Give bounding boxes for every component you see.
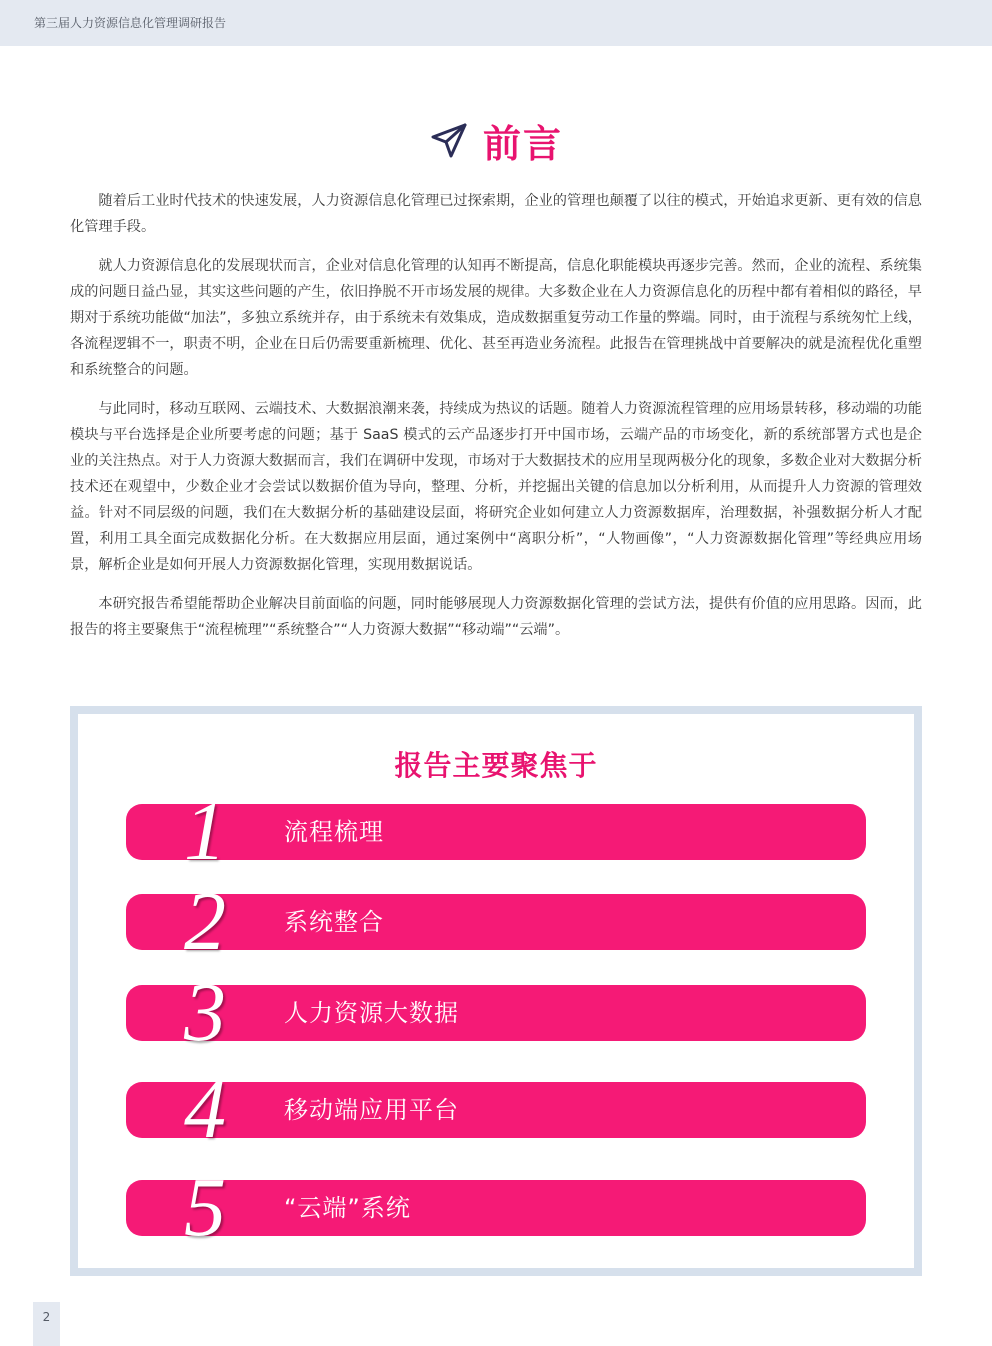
focus-item-number: 4 — [184, 1063, 226, 1156]
paragraph: 本研究报告希望能帮助企业解决目前面临的问题，同时能够展现人力资源数据化管理的尝试方法，提供有价值的应用思路。因而，此报告的将主要聚焦于“流程梳理”“系统整合”“人力资源大数据”“移动端”“云端”。 — [70, 596, 922, 638]
paper-plane-icon — [429, 120, 469, 160]
focus-title: 报告主要聚焦于 — [394, 749, 598, 782]
focus-item-label: 人力资源大数据 — [284, 999, 459, 1027]
paragraph: 随着后工业时代技术的快速发展，人力资源信息化管理已过探索期，企业的管理也颠覆了以往的模式，开始追求更新、更有效的信息化管理手段。 — [70, 193, 922, 235]
page-number: 2 — [42, 1310, 51, 1324]
page-number-tab — [33, 1302, 60, 1346]
focus-item — [126, 875, 866, 968]
paragraph: 与此同时，移动互联网、云端技术、大数据浪潮来袭，持续成为热议的话题。随着人力资源流程管理的应用场景转移，移动端的功能模块与平台选择是企业所要考虑的问题；基于 SaaS 模式的云产品逐步打开中国市场，云端产品的市场变化，新的系统部署方式也是企业的关注热点。对于人力资源大数据而言，我们在调研中发现，市场对于大数据技术的应用呈现两极分化的现象，多数企业对大数据分析技术还在观望中，少数企业才会尝试以数据价值为导向，整理、分析，并挖掘出关键的信息加以分析利用，从而提升人力资源的管理效益。针对不同层级的问题，我们在大数据分析的基础建设层面，将研究企业如何建立人力资源数据库，治理数据，补强数据分析人才配置，利用工具全面完成数据化分析。在大数据应用层面，通过案例中“离职分析”，“人物画像”，“人力资源数据化管理”等经典应用场景，解析企业是如何开展人力资源数据化管理，实现用数据说话。 — [70, 401, 922, 573]
focus-item — [126, 785, 866, 878]
focus-item-label: 系统整合 — [284, 908, 384, 936]
paragraph: 就人力资源信息化的发展现状而言，企业对信息化管理的认知再不断提高，信息化职能模块再逐步完善。然而，企业的流程、系统集成的问题日益凸显，其实这些问题的产生，依旧挣脱不开市场发展的规律。大多数企业在人力资源信息化的历程中都有着相似的路径，早期对于系统功能做“加法”，多独立系统并存，由于系统未有效集成，造成数据重复劳动工作量的弊端。同时，由于流程与系统匆忙上线，各流程逻辑不一，职责不明，企业在日后仍需要重新梳理、优化、甚至再造业务流程。此报告在管理挑战中首要解决的就是流程优化重塑和系统整合的问题。 — [70, 258, 922, 378]
focus-item-label: 移动端应用平台 — [284, 1096, 459, 1124]
page-title: 前言 — [482, 121, 563, 166]
preface-body — [70, 188, 922, 656]
focus-item-number: 2 — [184, 875, 226, 968]
focus-item-label: “云端”系统 — [284, 1194, 411, 1222]
focus-item — [126, 966, 866, 1059]
focus-item-number: 5 — [184, 1161, 226, 1254]
page-title-row — [0, 112, 992, 168]
focus-item-number: 3 — [184, 966, 226, 1059]
header-title: 第三届人力资源信息化管理调研报告 — [34, 16, 227, 30]
focus-item — [126, 1161, 866, 1254]
header-bar — [0, 0, 992, 46]
focus-item-label: 流程梳理 — [284, 818, 384, 846]
focus-item — [126, 1063, 866, 1156]
focus-item-number: 1 — [184, 785, 226, 878]
focus-box — [70, 706, 922, 1276]
